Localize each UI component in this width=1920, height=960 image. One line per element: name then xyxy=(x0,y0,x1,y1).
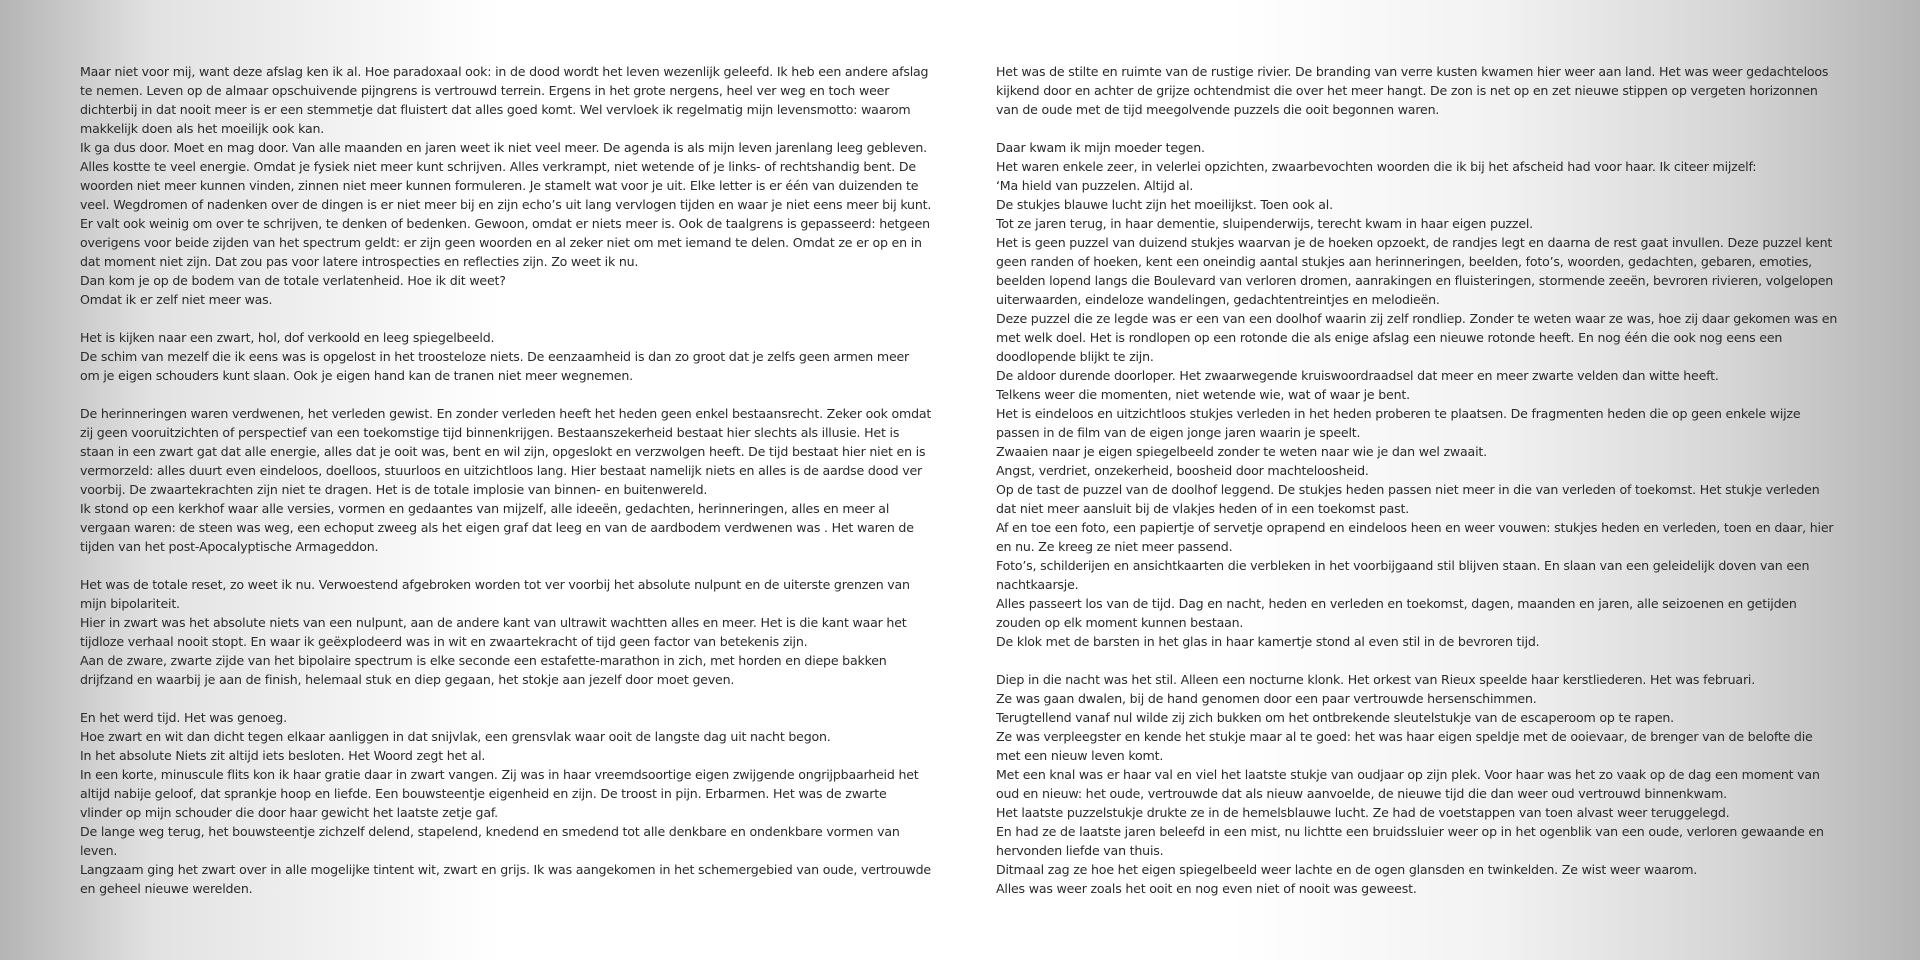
text-line: In een korte, minuscule flits kon ik haar gratie daar in zwart vangen. Zij was in haar vreemdsoortige eigen zwijgende ongrijpbaarheid het altijd nabije geloof, dat sprankje hoop en liefde. Een bouwsteentje eigenheid en zijn. De troost in pijn. Erbarmen. Het was de zwarte vlinder op mijn schouder die door haar gewicht het laatste zetje gaf. xyxy=(80,767,919,820)
text-line: Af en toe een foto, een papiertje of servetje oprapend en eindeloos heen en weer vouwen: stukjes heden en verleden, toen en daar, hier en nu. Ze kreeg ze niet meer passend. xyxy=(996,520,1834,554)
text-line: Met een knal was er haar val en viel het laatste stukje van oudjaar op zijn plek. Voor haar was het zo vaak op de dag een moment van oud en nieuw: het oude, vertrouwde dat als nieuw aanvoelde, de nieuwe tijd die dan weer oud vertrouwd binnenkwam. xyxy=(996,767,1820,801)
text-line: Tot ze jaren terug, in haar dementie, sluipenderwijs, terecht kwam in haar eigen puzzel. xyxy=(996,216,1533,231)
text-line: Alles passeert los van de tijd. Dag en nacht, heden en verleden en toekomst, dagen, maanden en jaren, alle seizoenen en getijden zouden op elk moment kunnen bestaan. xyxy=(996,596,1797,630)
text-line: Dan kom je op de bodem van de totale verlatenheid. Hoe ik dit weet? xyxy=(80,273,506,288)
text-line: De klok met de barsten in het glas in haar kamertje stond al even stil in de bevroren tijd. xyxy=(996,634,1540,649)
text-line: Daar kwam ik mijn moeder tegen. xyxy=(996,140,1205,155)
text-line: Foto’s, schilderijen en ansichtkaarten die verbleken in het voorbijgaand stil blijven staan. En slaan van een geleidelijk doven van een nachtkaarsje. xyxy=(996,558,1810,592)
text-line: Angst, verdriet, onzekerheid, boosheid door machteloosheid. xyxy=(996,463,1369,478)
text-line: Ik stond op een kerkhof waar alle versies, vormen en gedaantes van mijzelf, alle ideeën, gedachten, herinneringen, alles en meer al vergaan waren: de steen was weg, een echoput zweeg als het eigen graf dat leeg en van de aardbodem verdwenen was . Het waren de tijden van het post-Apocalyptische Armageddon. xyxy=(80,501,914,554)
text-line: Terugtellend vanaf nul wilde zij zich bukken om het ontbrekende sleutelstukje van de escaperoom op te rapen. xyxy=(996,710,1674,725)
text-line: De stukjes blauwe lucht zijn het moeilijkst. Toen ook al. xyxy=(996,197,1333,212)
text-line: Ik ga dus door. Moet en mag door. Van alle maanden en jaren weet ik niet veel meer. De agenda is als mijn leven jarenlang leeg gebleven. Alles kostte te veel energie. Omdat je fysiek niet meer kunt schrijven. Alles verkrampt, niet wetende of je links- of rechtshandig bent. De woorden niet meer kunnen vinden, zinnen niet meer kunnen formuleren. Je stamelt wat voor je uit. Elke letter is er één van duizenden te veel. Wegdromen of nadenken over de dingen is er niet meer bij en zijn echo’s uit lang vervlogen tijden en waar je niet eens meer bij kunt. Er valt ook weinig om over te schrijven, te denken of bedenken. Gewoon, omdat er niets meer is. Ook de taalgrens is gepasseerd: hetgeen overigens voor beide zijden van het spectrum geldt: er zijn geen woorden en al zeker niet om met iemand te delen. Omdat ze er op en in dat moment niet zijn. Dat zou pas voor latere introspecties en reflecties zijn. Zo weet ik nu. xyxy=(80,140,932,269)
text-line: Het is kijken naar een zwart, hol, dof verkoold en leeg spiegelbeeld. xyxy=(80,330,495,345)
text-line: ‘Ma hield van puzzelen. Altijd al. xyxy=(996,178,1194,193)
text-line: Maar niet voor mij, want deze afslag ken ik al. Hoe paradoxaal ook: in de dood wordt het leven wezenlijk geleefd. Ik heb een andere afslag te nemen. Leven op de almaar opschuivende pijngrens is vertrouwd terrein. Ergens in het grote nergens, heel ver weg en toch weer dichterbij in dat nooit meer is er een stemmetje dat fluistert dat alles goed komt. Wel vervloek ik regelmatig mijn levensmotto: waarom makkelijk doen als het moeilijk ook kan. xyxy=(80,64,929,136)
text-line: Het laatste puzzelstukje drukte ze in de hemelsblauwe lucht. Ze had de voetstappen van toen alvast weer teruggelegd. xyxy=(996,805,1730,820)
text-line: Hoe zwart en wit dan dicht tegen elkaar aanliggen in dat snijvlak, een grensvlak waar ooit de langste dag uit nacht begon. xyxy=(80,729,831,744)
text-line: Het was de totale reset, zo weet ik nu. Verwoestend afgebroken worden tot ver voorbij het absolute nulpunt en de uiterste grenzen van mijn bipolariteit. xyxy=(80,577,910,611)
text-line: Het was de stilte en ruimte van de rustige rivier. De branding van verre kusten kwamen hier weer aan land. Het was weer gedachteloos kijkend door en achter de grijze ochtendmist die over het meer hangt. De zon is net op en zet nieuwe stippen op vergeten horizonnen van de oude met de tijd meegolvende puzzels die ooit begonnen waren. xyxy=(996,64,1829,117)
text-line: Langzaam ging het zwart over in alle mogelijke tintent wit, zwart en grijs. Ik was aangekomen in het schemergebied van oude, vertrouwde en geheel nieuwe werelden. xyxy=(80,862,931,896)
text-line: De herinneringen waren verdwenen, het verleden gewist. En zonder verleden heeft het heden geen enkel bestaansrecht. Zeker ook omdat zij geen vooruitzichten of perspectief van een toekomstige tijd binnenkrijgen. Bestaanszekerheid bestaat hier slechts als illusie. Het is staan in een zwart gat dat alle energie, alles dat je ooit was, bent en wil zijn, opgeslokt en verzwolgen heeft. De tijd bestaat hier niet en is vermorzeld: alles duurt even eindeloos, doelloos, stuurloos en uitzichtloos lang. Hier bestaat namelijk niets en alles is de aardse dood ver voorbij. De zwaartekrachten zijn niet te dragen. Het is de totale implosie van binnen- en buitenwereld. xyxy=(80,406,932,497)
text-line: Het is geen puzzel van duizend stukjes waarvan je de hoeken opzoekt, de randjes legt en daarna de rest gaat invullen. Deze puzzel kent geen randen of hoeken, kent een oneindig aantal stukjes aan herinneringen, beelden, foto’s, woorden, gedachten, gebaren, emoties, beelden lopend langs die Boulevard van verloren dromen, aanrakingen en fluisteringen, stormende zeeën, bevroren rivieren, volgelopen uiterwaarden, eindeloze wandelingen, gedachtentreintjes en melodieën. xyxy=(996,235,1834,307)
left-paragraph-4 xyxy=(80,575,932,689)
text-line: Op de tast de puzzel van de doolhof leggend. De stukjes heden passen niet meer in die van verleden of toekomst. Het stukje verleden dat niet meer aansluit bij de vlakjes heden of in een toekomst past. xyxy=(996,482,1820,516)
text-line: Diep in die nacht was het stil. Alleen een nocturne klonk. Het orkest van Rieux speelde haar kerstliederen. Het was februari. xyxy=(996,672,1756,687)
text-line: Zwaaien naar je eigen spiegelbeeld zonder te weten naar wie je dan wel zwaait. xyxy=(996,444,1487,459)
right-paragraph-1 xyxy=(996,62,1840,119)
text-line: Ze was gaan dwalen, bij de hand genomen door een paar vertrouwde hersenschimmen. xyxy=(996,691,1537,706)
text-line: Omdat ik er zelf niet meer was. xyxy=(80,292,273,307)
text-line: De schim van mezelf die ik eens was is opgelost in het troosteloze niets. De eenzaamheid is dan zo groot dat je zelfs geen armen meer om je eigen schouders kunt slaan. Ook je eigen hand kan de tranen niet meer wegnemen. xyxy=(80,349,910,383)
text-line: En had ze de laatste jaren beleefd in een mist, nu lichtte een bruidssluier weer op in het ogenblik van een oude, verloren gewaande en hervonden liefde van thuis. xyxy=(996,824,1824,858)
right-page xyxy=(996,62,1840,917)
text-line: Ditmaal zag ze hoe het eigen spiegelbeeld weer lachte en de ogen glansden en twinkelden. Ze wist weer waarom. xyxy=(996,862,1698,877)
text-line: Hier in zwart was het absolute niets van een nulpunt, aan de andere kant van ultrawit wachtten alles en meer. Het is die kant waar het tijdloze verhaal nooit stopt. En waar ik geëxplodeerd was in wit en zwaartekracht of tijd geen factor van betekenis zijn. xyxy=(80,615,907,649)
text-line: Telkens weer die momenten, niet wetende wie, wat of waar je bent. xyxy=(996,387,1410,402)
left-paragraph-2 xyxy=(80,328,932,385)
left-page xyxy=(80,62,932,917)
text-line: En het werd tijd. Het was genoeg. xyxy=(80,710,287,725)
right-paragraph-2 xyxy=(996,138,1840,651)
left-paragraph-5 xyxy=(80,708,932,898)
text-line: Ze was verpleegster en kende het stukje maar al te goed: het was haar eigen speldje met de ooievaar, de brenger van de belofte die met een nieuw leven komt. xyxy=(996,729,1813,763)
text-line: Het is eindeloos en uitzichtloos stukjes verleden in het heden proberen te plaatsen. De fragmenten heden die op geen enkele wijze passen in de film van de eigen jonge jaren waarin je speelt. xyxy=(996,406,1801,440)
text-line: De aldoor durende doorloper. Het zwaarwegende kruiswoordraadsel dat meer en meer zwarte velden dan witte heeft. xyxy=(996,368,1719,383)
left-paragraph-3 xyxy=(80,404,932,556)
text-line: Het waren enkele zeer, in velerlei opzichten, zwaarbevochten woorden die ik bij het afscheid had voor haar. Ik citeer mijzelf: xyxy=(996,159,1757,174)
text-line: Aan de zware, zwarte zijde van het bipolaire spectrum is elke seconde een estafette-marathon in zich, met horden en diepe bakken drijfzand en waarbij je aan de finish, helemaal stuk en diep gegaan, het stokje aan jezelf door moet geven. xyxy=(80,653,887,687)
text-line: De lange weg terug, het bouwsteentje zichzelf delend, stapelend, knedend en smedend tot alle denkbare en ondenkbare vormen van leven. xyxy=(80,824,900,858)
text-line: In het absolute Niets zit altijd iets besloten. Het Woord zegt het al. xyxy=(80,748,486,763)
left-paragraph-1 xyxy=(80,62,932,309)
text-line: Deze puzzel die ze legde was er een van een doolhof waarin zij zelf rondliep. Zonder te weten waar ze was, hoe zij daar gekomen was en met welk doel. Het is rondlopen op een rotonde die als enige afslag een nieuwe rotonde heeft. En nog één die ook nog eens een doodlopende blijkt te zijn. xyxy=(996,311,1838,364)
text-line: Alles was weer zoals het ooit en nog even niet of nooit was geweest. xyxy=(996,881,1417,896)
right-paragraph-3 xyxy=(996,670,1840,898)
